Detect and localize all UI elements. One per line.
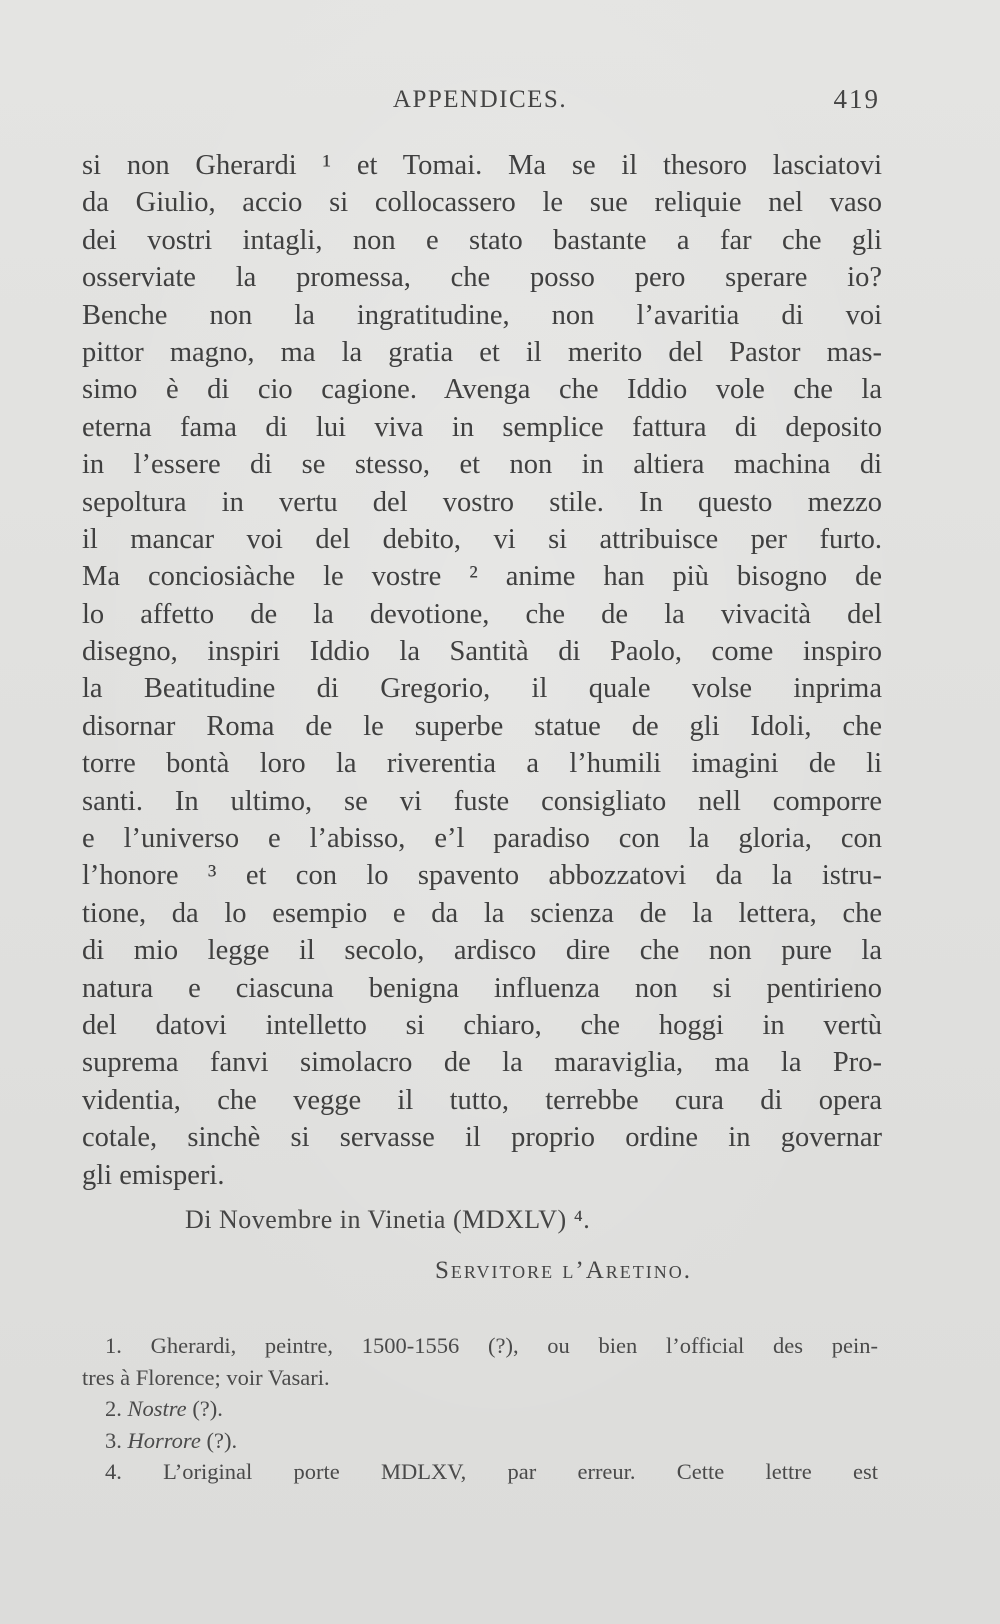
body-line: disegno, inspiri Iddio la Santità di Paolo, come inspiro	[82, 636, 882, 668]
page-number: 419	[833, 84, 880, 114]
date-line: Di Novembre in Vinetia (MDXLV) ⁴.	[185, 1205, 591, 1234]
footnote-1-line-2: tres à Florence; voir Vasari.	[82, 1364, 330, 1390]
body-line: si non Gherardi ¹ et Tomai. Ma se il thesoro lasciatovi	[82, 150, 882, 181]
body-line: eterna fama di lui viva in semplice fattura di deposito	[82, 411, 882, 443]
body-line: natura e ciascuna benigna influenza non si pentirieno	[82, 972, 882, 1004]
body-line: lo affetto de la devotione, che de la vivacità del	[82, 598, 882, 630]
footnote-3-rest: (?).	[206, 1427, 238, 1453]
body-line: videntia, che vegge il tutto, terrebbe cura di opera	[82, 1084, 882, 1116]
body-line: da Giulio, accio si collocassero le sue reliquie nel vaso	[82, 187, 882, 219]
body-line: il mancar voi del debito, vi si attribuisce per furto.	[82, 523, 882, 555]
body-line: pittor magno, ma la gratia et il merito del Pastor mas-	[82, 336, 882, 368]
body-line: gli emisperi.	[82, 1159, 225, 1191]
body-line: osserviate la promessa, che posso pero sperare io?	[82, 262, 882, 294]
footnote-1-line-1: 1. Gherardi, peintre, 1500-1556 (?), ou bien l’official des pein-	[105, 1333, 878, 1358]
body-line: dei vostri intagli, non e stato bastante a far che gli	[82, 224, 882, 256]
body-line: l’honore ³ et con lo spavento abbozzatovi da la istru-	[82, 860, 882, 892]
body-line: simo è di cio cagione. Avenga che Iddio vole che la	[82, 374, 882, 406]
footnote-3-number: 3.	[105, 1427, 122, 1453]
footnote-2-number: 2.	[105, 1396, 122, 1421]
body-line: tione, da lo esempio e da la scienza de la lettera, che	[82, 897, 882, 929]
body-line: disornar Roma de le superbe statue de gli Idoli, che	[82, 710, 882, 742]
body-line: e l’universo e l’abisso, e’l paradiso con la gloria, con	[82, 823, 882, 855]
footnotes	[82, 1330, 878, 1488]
body-line: del datovi intelletto si chiaro, che hoggi in vertù	[82, 1009, 882, 1041]
letter-body	[82, 147, 882, 1194]
body-line: santi. In ultimo, se vi fuste consigliato nell comporre	[82, 785, 882, 817]
running-head	[80, 86, 880, 122]
body-line: torre bontà loro la riverentia a l’humili imagini de li	[82, 748, 882, 780]
body-line: sepoltura in vertu del vostro stile. In questo mezzo	[82, 486, 882, 518]
footnote-2	[82, 1393, 878, 1425]
body-line: Ma conciosiàche le vostre ² anime han più bisogno de	[82, 561, 882, 593]
footnote-3-word: Horrore	[127, 1427, 201, 1453]
footnote-2-rest: (?).	[192, 1396, 223, 1421]
body-line: cotale, sinchè si servasse il proprio ordine in governar	[82, 1122, 882, 1154]
body-line: di mio legge il secolo, ardisco dire che non pure la	[82, 935, 882, 967]
signature: Servitore l’Aretino.	[435, 1257, 692, 1284]
running-title: APPENDICES.	[392, 86, 568, 113]
footnote-2-word: Nostre	[127, 1396, 187, 1421]
footnote-3	[82, 1425, 878, 1457]
body-line: in l’essere di se stesso, et non in altiera machina di	[82, 449, 882, 481]
body-line: la Beatitudine di Gregorio, il quale volse inprima	[82, 673, 882, 705]
body-line: suprema fanvi simolacro de la maraviglia, ma la Pro-	[82, 1047, 882, 1079]
footnote-4-line-1: 4. L’original porte MDLXV, par erreur. Cette lettre est	[105, 1459, 878, 1484]
body-line: Benche non la ingratitudine, non l’avaritia di voi	[82, 299, 882, 331]
